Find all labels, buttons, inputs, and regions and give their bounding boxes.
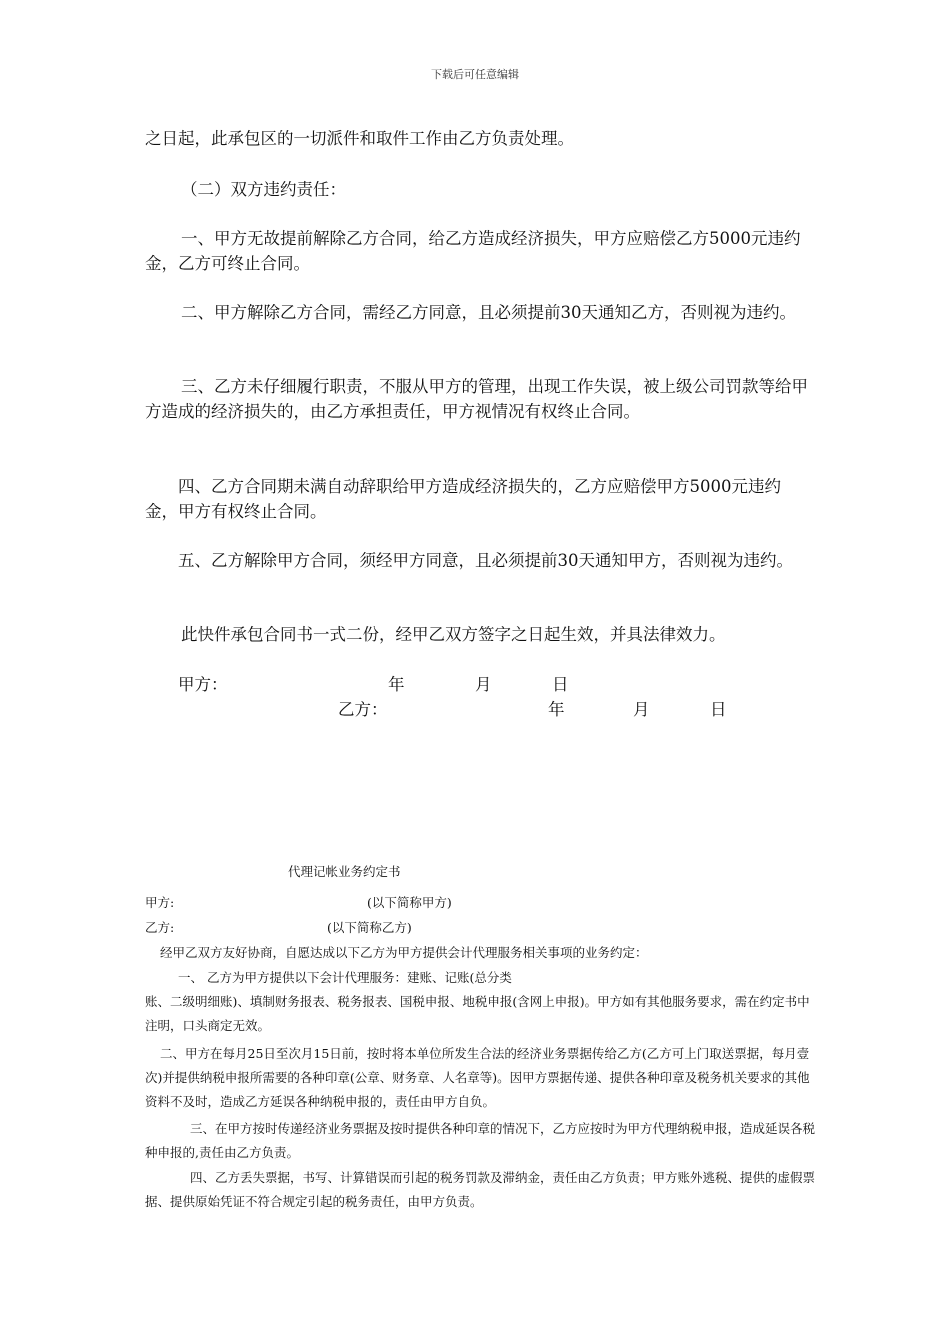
agreement-item-4: 四、乙方丢失票据，书写、计算错误而引起的税务罚款及滞纳金，责任由乙方负责；甲方账外逃税、提供的虚假票据、提供原始凭证不符合规定引起的税务责任，由甲方负责。 xyxy=(145,1170,816,1209)
header-note: 下载后可任意编辑 xyxy=(431,68,519,81)
contract-continuation: 之日起，此承包区的一切派件和取件工作由乙方负责处理。 xyxy=(145,129,574,148)
clause-2: 二、甲方解除乙方合同，需经乙方同意，且必须提前30天通知乙方，否则视为违约。 xyxy=(181,303,796,322)
clause-3: 三、乙方未仔细履行职责，不服从甲方的管理，出现工作失误，被上级公司罚款等给甲方造成的经济损失的，由乙方承担责任，甲方视情况有权终止合同。 xyxy=(145,377,808,421)
clause-4: 四、乙方合同期未满自动辞职给甲方造成经济损失的，乙方应赔偿甲方5000元违约金，甲方有权终止合同。 xyxy=(145,477,781,521)
agreement-title: 代理记帐业务约定书 xyxy=(288,864,401,879)
party-b-year: 年 xyxy=(548,700,565,719)
party-a-day: 日 xyxy=(552,675,569,694)
party-a-month: 月 xyxy=(475,675,492,694)
closing-statement: 此快件承包合同书一式二份，经甲乙双方签字之日起生效，并具法律效力。 xyxy=(181,625,726,644)
agreement-item-1-first-line: 一、 乙方为甲方提供以下会计代理服务：建账、记账(总分类 xyxy=(178,970,512,985)
clause-1: 一、甲方无故提前解除乙方合同，给乙方造成经济损失，甲方应赔偿乙方5000元违约金，乙方可终止合同。 xyxy=(145,229,801,273)
party-a-label: 甲方: xyxy=(145,895,175,910)
agreement-item-3: 三、在甲方按时传递经济业务票据及按时提供各种印章的情况下，乙方应按时为甲方代理纳税申报，造成延误各税种申报的,责任由乙方负责。 xyxy=(145,1121,816,1160)
party-b-month: 月 xyxy=(633,700,650,719)
party-b-note: (以下简称乙方) xyxy=(327,920,412,935)
agreement-item-2: 二、甲方在每月25日至次月15日前，按时将本单位所发生合法的经济业务票据传给乙方(乙方可上门取送票据，每月壹次)并提供纳税申报所需要的各种印章(公章、财务章、人名章等)。因甲方票据传递、提供各种印章及税务机关要求的其他资料不及时，造成乙方延误各种纳税申报的，责任由甲方自负。 xyxy=(145,1046,810,1109)
section-title: （二）双方违约责任： xyxy=(181,180,346,199)
party-a-note: (以下简称甲方) xyxy=(367,895,452,910)
party-a-signature-label: 甲方： xyxy=(178,675,228,694)
clause-5: 五、乙方解除甲方合同，须经甲方同意，且必须提前30天通知甲方，否则视为违约。 xyxy=(178,551,793,570)
party-b-signature-label: 乙方： xyxy=(338,700,388,719)
agreement-intro: 经甲乙双方友好协商，自愿达成以下乙方为甲方提供会计代理服务相关事项的业务约定： xyxy=(160,945,648,960)
party-a-year: 年 xyxy=(388,675,405,694)
party-b-day: 日 xyxy=(710,700,727,719)
party-b-label: 乙方: xyxy=(145,920,175,935)
agreement-item-1: 账、二级明细账)、填制财务报表、税务报表、国税申报、地税申报(含网上申报)。甲方如有其他服务要求，需在约定书中注明，口头商定无效。 xyxy=(145,994,810,1033)
